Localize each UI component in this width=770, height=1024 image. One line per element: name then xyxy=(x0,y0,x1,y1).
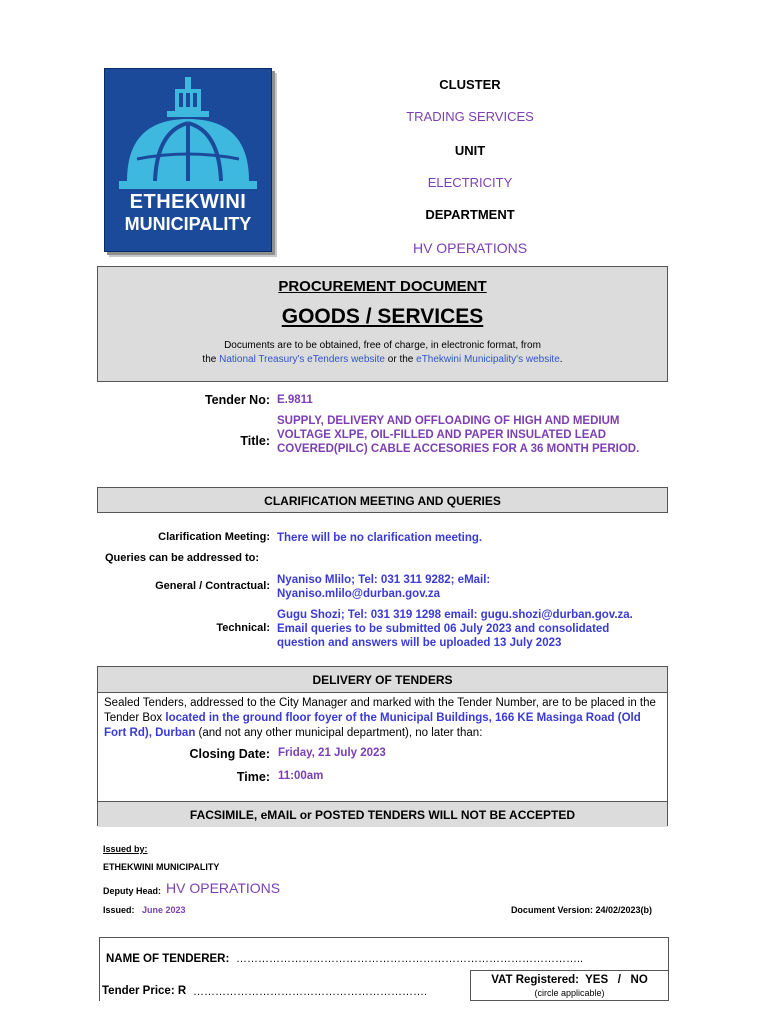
logo-text-line2: MUNICIPALITY xyxy=(124,214,252,234)
tender-number-label: Tender No: xyxy=(204,393,270,407)
technical-contact-label: Technical: xyxy=(216,622,270,634)
tenderer-name-label: NAME OF TENDERER: xyxy=(106,953,230,965)
delivery-location: located in the ground floor foyer of the Municipal Buildings, 166 KE Masinga Road (Old Fort Rd), Durban xyxy=(104,712,641,739)
issuer-name: ETHEKWINI MUNICIPALITY xyxy=(103,862,220,872)
technical-contact-value xyxy=(277,608,633,650)
technical-contact-line2: Email queries to be submitted 06 July 2023 and consolidated xyxy=(277,623,610,635)
general-contact-label: General / Contractual: xyxy=(155,580,270,592)
submission-warning: FACSIMILE, eMAIL or POSTED TENDERS WILL NOT BE ACCEPTED xyxy=(98,801,667,827)
note-or: or the xyxy=(385,354,417,365)
department-label: DEPARTMENT xyxy=(425,207,515,222)
department-value: HV OPERATIONS xyxy=(412,240,528,256)
delivery-text-part2: (and not any other municipal department), no later than: xyxy=(195,727,483,739)
cluster-label: CLUSTER xyxy=(439,77,501,92)
tender-number-value: E.9811 xyxy=(277,394,313,406)
procurement-note-line2 xyxy=(98,353,667,367)
clarification-meeting-value: There will be no clarification meeting. xyxy=(277,532,483,544)
document-version: Document Version: 24/02/2023(b) xyxy=(510,905,652,915)
tender-price-label: Tender Price: R xyxy=(102,985,187,997)
cluster-value: TRADING SERVICES xyxy=(406,109,534,124)
delivery-box xyxy=(97,666,668,826)
tender-title-line3: COVERED(PILC) CABLE ACCESORIES FOR A 36 MONTH PERIOD. xyxy=(277,443,640,455)
general-contact-email[interactable]: Nyaniso.mlilo@durban.gov.za xyxy=(277,588,441,600)
delivery-text xyxy=(104,696,663,741)
procurement-note-line1: Documents are to be obtained, free of charge, in electronic format, from xyxy=(224,340,541,351)
general-contact-line1: Nyaniso Mlilo; Tel: 031 311 9282; eMail: xyxy=(277,574,491,586)
vat-note: (circle applicable) xyxy=(534,988,605,998)
unit-value: ELECTRICITY xyxy=(427,175,513,190)
vat-box xyxy=(470,970,669,1001)
note-end: . xyxy=(559,354,563,365)
logo-text-line1: ETHEKWINI xyxy=(129,191,247,213)
procurement-note xyxy=(98,339,667,367)
technical-contact-line1: Gugu Shozi; Tel: 031 319 1298 email: gugu.shozi@durban.gov.za. xyxy=(277,609,633,621)
delivery-heading: DELIVERY OF TENDERS xyxy=(98,667,667,693)
vat-registered-label[interactable]: VAT Registered: YES / NO xyxy=(491,974,648,986)
clarification-meeting-label: Clarification Meeting: xyxy=(158,531,270,543)
closing-time-value: 11:00am xyxy=(278,770,324,782)
delivery-text-part1: Sealed Tenders, addressed to the City Manager and marked with the Tender Number, are to be placed in the Tender Box xyxy=(104,697,656,724)
tender-title-label: Title: xyxy=(240,434,270,448)
municipality-logo xyxy=(104,68,272,252)
tender-title-line2: VOLTAGE XLPE, OIL-FILLED AND PAPER INSULATED LEAD xyxy=(277,429,607,441)
clarification-heading: CLARIFICATION MEETING AND QUERIES xyxy=(97,487,668,513)
deputy-head-label: Deputy Head: xyxy=(103,886,162,896)
note-the: the xyxy=(202,354,220,365)
closing-time-label: Time: xyxy=(236,770,270,784)
procurement-title: PROCUREMENT DOCUMENT xyxy=(278,278,487,295)
closing-date-value: Friday, 21 July 2023 xyxy=(278,747,386,759)
issued-date-label: Issued: xyxy=(103,905,135,915)
tender-title-value xyxy=(277,414,639,456)
queries-label: Queries can be addressed to: xyxy=(105,552,260,564)
issued-by-label: Issued by: xyxy=(103,844,148,854)
procurement-box xyxy=(97,266,668,382)
tender-price-field[interactable]: ………………………………………………………. xyxy=(193,986,428,998)
procurement-subtitle: GOODS / SERVICES xyxy=(281,305,484,328)
municipality-website-link[interactable]: eThekwini Municipality's website xyxy=(416,354,560,365)
unit-label: UNIT xyxy=(454,143,486,158)
technical-contact-line3: question and answers will be uploaded 13 July 2023 xyxy=(277,637,562,649)
tenderer-name-field[interactable]: ………………………………………………………………………………….. xyxy=(236,953,584,965)
deputy-head-value: HV OPERATIONS xyxy=(166,880,281,896)
tender-title-line1: SUPPLY, DELIVERY AND OFFLOADING OF HIGH AND MEDIUM xyxy=(277,415,620,427)
closing-date-label: Closing Date: xyxy=(189,747,270,761)
general-contact-value xyxy=(277,573,490,601)
issued-date-value: June 2023 xyxy=(142,905,186,915)
etenders-link[interactable]: National Treasury's eTenders website xyxy=(219,354,385,365)
